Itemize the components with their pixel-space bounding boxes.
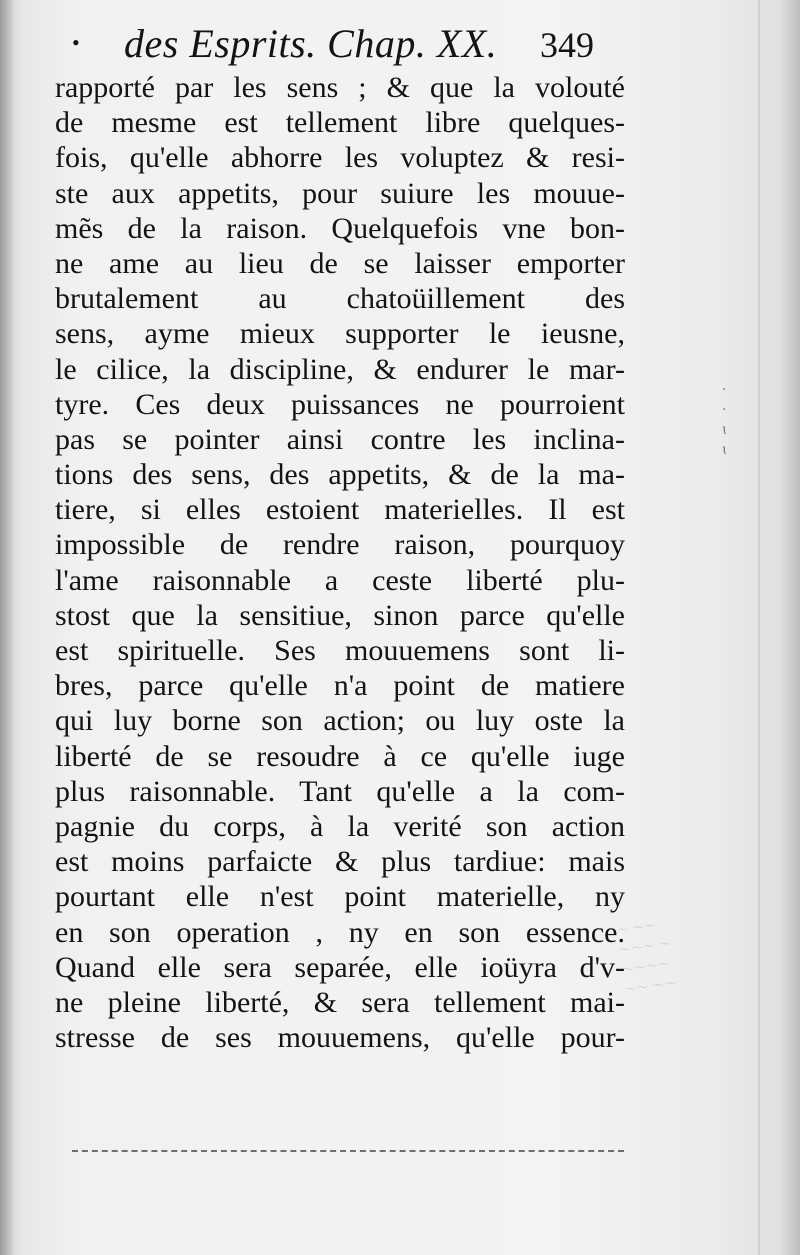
text-line: qui luy borne son action; ou luy oste la [55, 704, 625, 738]
text-line: ste aux appetits, pour suiure les mouue- [55, 176, 625, 210]
text-line: Quand elle sera separée, elle ioüyra d'v- [55, 950, 625, 984]
text-line: mẽs de la raison. Quelquefois vne bon- [55, 211, 625, 245]
text-line: le cilice, la discipline, & endurer le mar- [55, 352, 625, 386]
text-line: sens, ayme mieux supporter le ieusne, [55, 317, 625, 351]
text-line: en son operation , ny en son essence. [55, 915, 625, 949]
margin-marks: · · ɩ ɩ [722, 382, 728, 458]
footer-rule [72, 1150, 624, 1152]
text-line: stost que la sensitiue, sinon parce qu'elle [55, 598, 625, 632]
margin-rule [758, 0, 760, 1255]
page-number: 349 [540, 25, 594, 65]
body-text [55, 70, 625, 1055]
text-line: pourtant elle n'est point materielle, ny [55, 880, 625, 914]
page-left-edge [0, 0, 14, 1255]
text-line: brutalement au chatoüillement des [55, 282, 625, 316]
text-line: bres, parce qu'elle n'a point de matiere [55, 669, 625, 703]
text-line: ne ame au lieu de se laisser emporter [55, 246, 625, 280]
text-line: fois, qu'elle abhorre les voluptez & resi- [55, 141, 625, 175]
text-line: liberté de se resoudre à ce qu'elle iuge [55, 739, 625, 773]
text-line: pagnie du corps, à la verité son action [55, 809, 625, 843]
running-title: des Esprits. Chap. XX. [124, 21, 498, 66]
page-header [62, 20, 622, 70]
text-line: tiere, si elles estoient materielles. Il est [55, 493, 625, 527]
header-bullet: • [72, 30, 80, 55]
text-line: l'ame raisonnable a ceste liberté plu- [55, 563, 625, 597]
text-line: stresse de ses mouuemens, qu'elle pour- [55, 1021, 625, 1055]
bleed-through-marks: ～ ～～ ～～～ ～ ～～～～ ～～ ～～ [615, 918, 678, 998]
text-line: de mesme est tellement libre quelques- [55, 106, 625, 140]
text-line: pas se pointer ainsi contre les inclina- [55, 422, 625, 456]
text-line: tions des sens, des appetits, & de la ma- [55, 458, 625, 492]
text-line: est spirituelle. Ses mouuemens sont li- [55, 634, 625, 667]
text-line: plus raisonnable. Tant qu'elle a la com- [55, 774, 625, 808]
text-line: est moins parfaicte & plus tardiue: mais [55, 845, 625, 879]
text-line: tyre. Ces deux puissances ne pourroient [55, 387, 625, 421]
text-line: rapporté par les sens ; & que la volouté [55, 71, 625, 104]
text-line: impossible de rendre raison, pourquoy [55, 528, 625, 562]
text-line: ne pleine liberté, & sera tellement mai- [55, 985, 625, 1019]
page-right-edge [778, 0, 800, 1255]
